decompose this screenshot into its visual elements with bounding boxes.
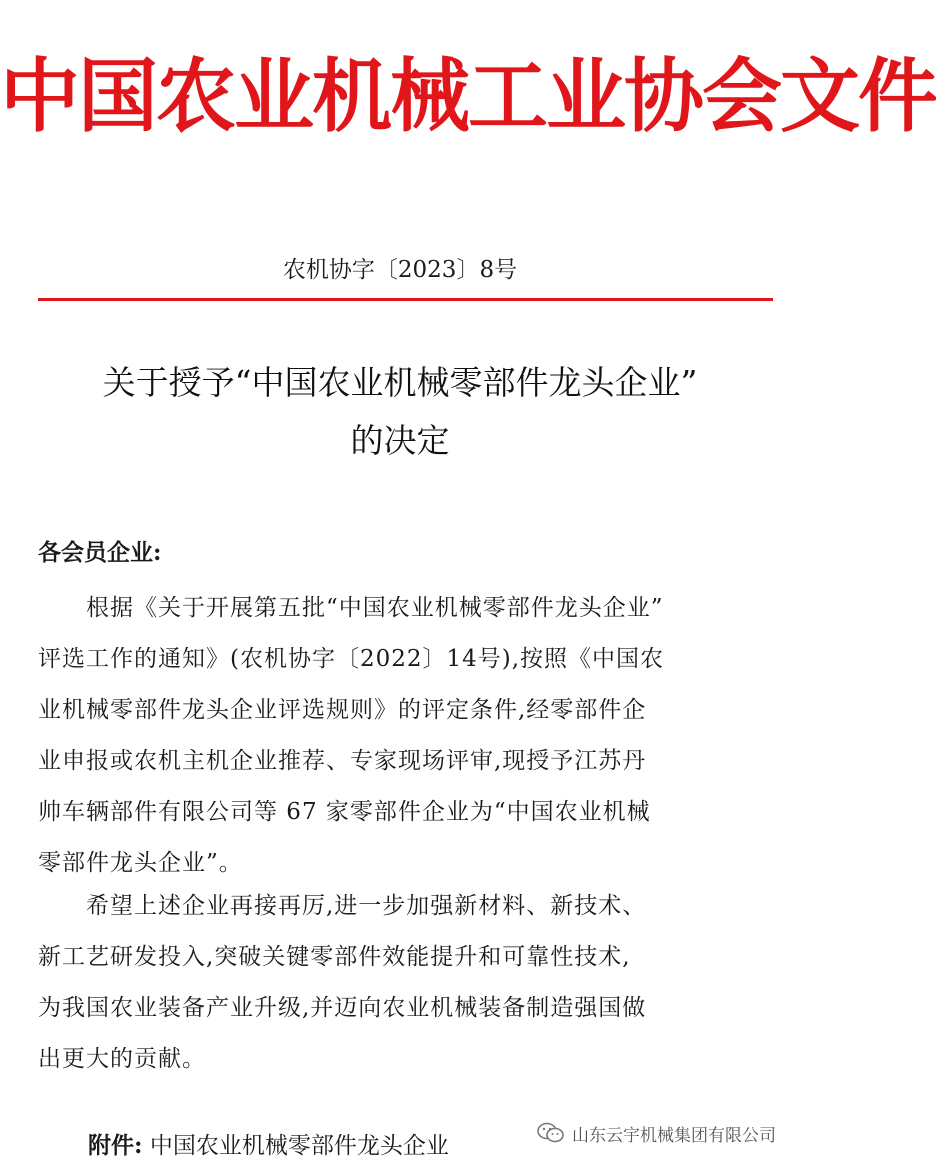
paragraph-line: 为我国农业装备产业升级,并迈向农业机械装备制造强国做 [38,995,647,1021]
attachment-line [88,1128,449,1164]
paragraph-line: 业申报或农机主机企业推荐、专家现场评审,现授予江苏丹 [38,748,647,774]
title-line-2: 的决定 [350,421,450,460]
wechat-icon [536,1121,566,1145]
title-line-1: 关于授予“中国农业机械零部件龙头企业” [102,363,698,402]
source-watermark [530,1118,782,1148]
paragraph-line: 根据《关于开展第五批“中国农业机械零部件龙头企业” [38,595,664,621]
paragraph-line: 出更大的贡献。 [38,1046,206,1072]
attachment-label: 附件: [88,1132,143,1159]
salutation: 各会员企业: [38,539,162,566]
header-divider [38,298,773,301]
paragraph-line: 帅车辆部件有限公司等 67 家零部件企业为“中国农业机械 [38,799,651,825]
document-header-title: 中国农业机械工业协会文件 [0,50,936,143]
watermark-text: 山东云宇机械集团有限公司 [572,1125,776,1146]
document-title [20,354,780,470]
attachment-text: 中国农业机械零部件龙头企业 [149,1133,449,1159]
body-paragraph-2 [38,881,773,1085]
paragraph-line: 希望上述企业再接再厉,进一步加强新材料、新技术、 [38,893,647,919]
paragraph-line: 评选工作的通知》(农机协字〔2022〕14号),按照《中国农 [38,646,665,672]
body-paragraph-1 [38,583,773,889]
paragraph-line: 新工艺研发投入,突破关键零部件效能提升和可靠性技术, [38,944,631,970]
paragraph-line: 业机械零部件龙头企业评选规则》的评定条件,经零部件企 [38,697,647,723]
paragraph-line: 零部件龙头企业”。 [38,850,243,876]
document-number: 农机协字〔2023〕8号 [282,257,518,283]
